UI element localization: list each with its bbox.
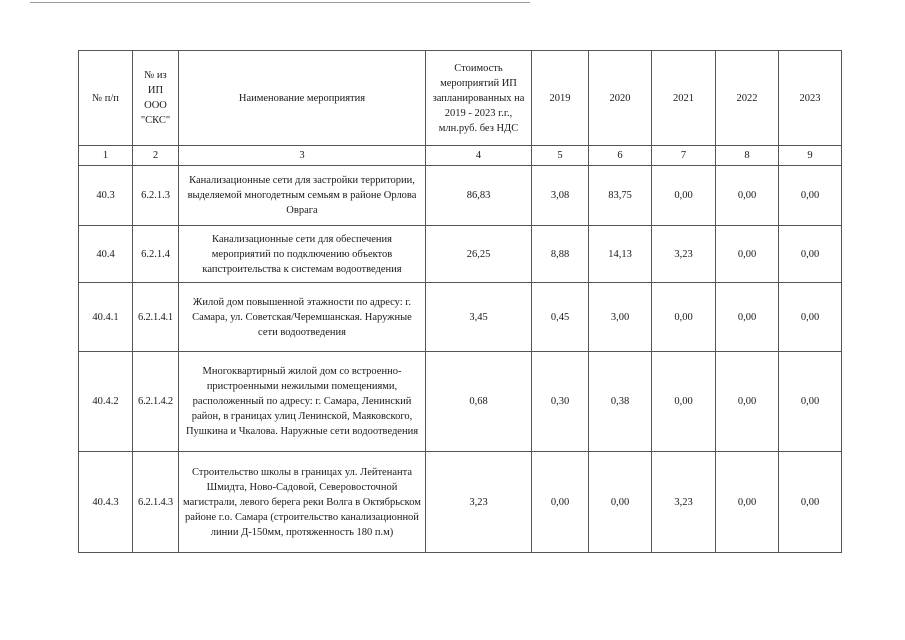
row-num: 40.3 [79,166,133,226]
row-2020: 0,00 [589,452,652,553]
row-2023: 0,00 [779,452,842,553]
row-num: 40.4.3 [79,452,133,553]
row-2019: 0,00 [532,452,589,553]
column-number: 5 [532,146,589,166]
header-2022: 2022 [716,51,779,146]
row-name: Жилой дом повышенной этажности по адресу: г. Самара, ул. Советская/Черемшанская. Наружные сети водоотведения [179,283,426,352]
row-2021: 0,00 [652,283,716,352]
header-2020: 2020 [589,51,652,146]
row-2022: 0,00 [716,226,779,283]
row-2019: 8,88 [532,226,589,283]
row-2021: 3,23 [652,226,716,283]
row-num: 40.4.1 [79,283,133,352]
row-2020: 0,38 [589,352,652,452]
column-number-row [79,146,842,166]
row-2022: 0,00 [716,283,779,352]
row-2021: 0,00 [652,166,716,226]
row-cost: 86,83 [426,166,532,226]
header-name: Наименование мероприятия [179,51,426,146]
row-ip-number: 6.2.1.3 [133,166,179,226]
row-2022: 0,00 [716,166,779,226]
row-2021: 0,00 [652,352,716,452]
row-ip-number: 6.2.1.4.2 [133,352,179,452]
table-row [79,452,842,553]
column-number: 4 [426,146,532,166]
header-ip-number: № из ИП ООО "СКС" [133,51,179,146]
column-number: 1 [79,146,133,166]
row-2020: 14,13 [589,226,652,283]
row-ip-number: 6.2.1.4 [133,226,179,283]
header-2019: 2019 [532,51,589,146]
row-2020: 83,75 [589,166,652,226]
table-row [79,226,842,283]
row-num: 40.4 [79,226,133,283]
header-cost: Стоимость мероприятий ИП запланированных на 2019 - 2023 г.г., млн.руб. без НДС [426,51,532,146]
row-2023: 0,00 [779,283,842,352]
row-cost: 0,68 [426,352,532,452]
header-2021: 2021 [652,51,716,146]
row-num: 40.4.2 [79,352,133,452]
row-cost: 3,23 [426,452,532,553]
table-row [79,352,842,452]
row-ip-number: 6.2.1.4.3 [133,452,179,553]
column-number: 9 [779,146,842,166]
header-num: № п/п [79,51,133,146]
row-2019: 0,45 [532,283,589,352]
row-2023: 0,00 [779,226,842,283]
column-number: 7 [652,146,716,166]
top-border-line [30,2,530,3]
row-2023: 0,00 [779,166,842,226]
row-cost: 26,25 [426,226,532,283]
table-row [79,283,842,352]
row-2021: 3,23 [652,452,716,553]
row-2022: 0,00 [716,452,779,553]
column-number: 8 [716,146,779,166]
table-header-row [79,51,842,146]
row-2019: 3,08 [532,166,589,226]
table-row [79,166,842,226]
column-number: 6 [589,146,652,166]
row-name: Многоквартирный жилой дом со встроенно-пристроенными нежилыми помещениями, расположенный по адресу: г. Самара, Ленинский район, в границах улиц Ленинской, Маяковского, Пушкина и Чкалова. Наружные сети водоотведения [179,352,426,452]
column-number: 2 [133,146,179,166]
row-name: Канализационные сети для обеспечения мероприятий по подключению объектов капстроительства к системам водоотведения [179,226,426,283]
row-2019: 0,30 [532,352,589,452]
investment-program-table [78,50,842,553]
row-2020: 3,00 [589,283,652,352]
row-ip-number: 6.2.1.4.1 [133,283,179,352]
row-name: Канализационные сети для застройки территории, выделяемой многодетным семьям в районе Орлова Оврага [179,166,426,226]
row-2023: 0,00 [779,352,842,452]
row-name: Строительство школы в границах ул. Лейтенанта Шмидта, Ново-Садовой, Северовосточной магистрали, левого берега реки Волга в Октябрьском районе г.о. Самара (строительство канализационной линии Д-150мм, протяженность 180 п.м) [179,452,426,553]
header-2023: 2023 [779,51,842,146]
row-2022: 0,00 [716,352,779,452]
row-cost: 3,45 [426,283,532,352]
column-number: 3 [179,146,426,166]
